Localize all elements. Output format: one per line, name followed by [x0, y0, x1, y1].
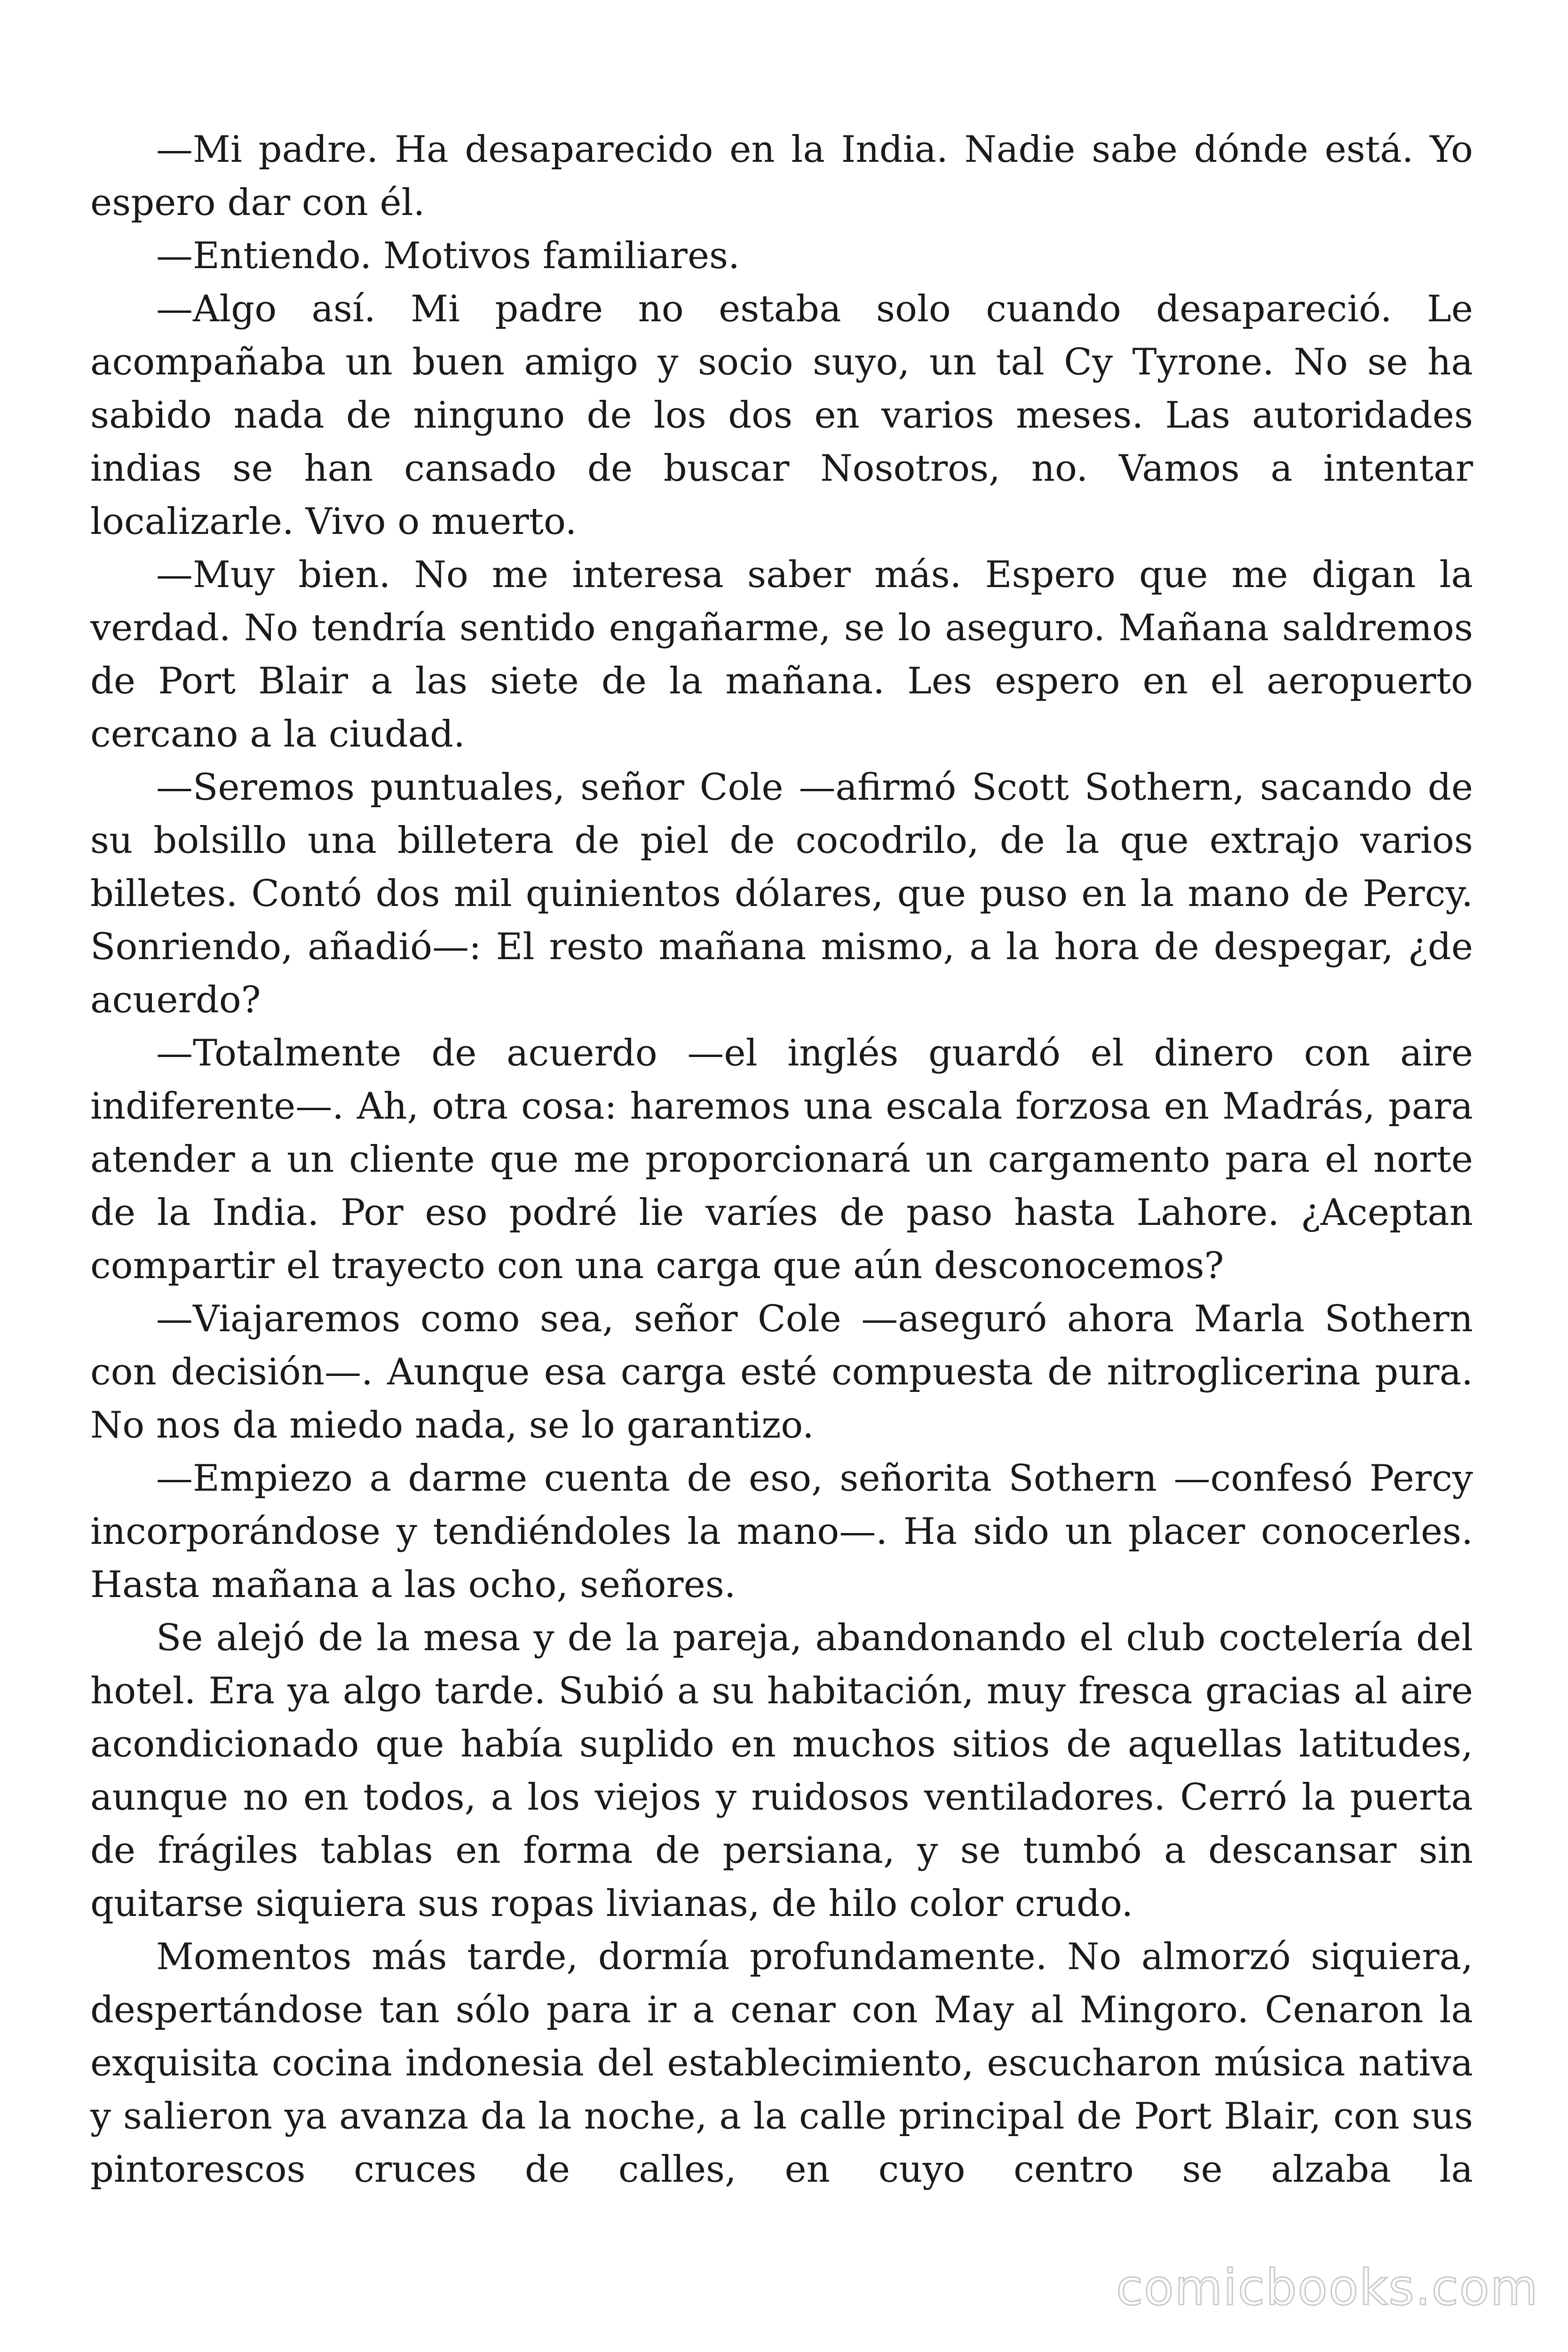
paragraph: —Totalmente de acuerdo —el inglés guardó el dinero con aire indiferente—. Ah, otra cosa: haremos una escala forzosa en Madrás, para atender a un cliente que me proporcionará un cargamento para el norte de la India. Por eso podré lie varíes de paso hasta Lahore. ¿Aceptan compartir el trayecto con una carga que aún desconocemos?	[90, 1032, 1473, 1287]
watermark: comicbooks.com	[1116, 2259, 1539, 2316]
paragraph: —Seremos puntuales, señor Cole —afirmó Scott Sothern, sacando de su bolsillo una billetera de piel de cocodrilo, de la que extrajo varios billetes. Contó dos mil quinientos dólares, que puso en la mano de Percy. Sonriendo, añadió—: El resto mañana mismo, a la hora de despegar, ¿de acuerdo?	[90, 766, 1473, 1021]
paragraph: —Muy bien. No me interesa saber más. Espero que me digan la verdad. No tendría sentido engañarme, se lo aseguro. Mañana saldremos de Port Blair a las siete de la mañana. Les espero en el aeropuerto cercano a la ciudad.	[90, 554, 1473, 755]
paragraph: —Mi padre. Ha desaparecido en la India. Nadie sabe dónde está. Yo espero dar con él.	[90, 128, 1473, 224]
page-body	[90, 123, 1473, 2196]
paragraph: —Viajaremos como sea, señor Cole —aseguró ahora Marla Sothern con decisión—. Aunque esa carga esté compuesta de nitroglicerina pura. No nos da miedo nada, se lo garantizo.	[90, 1298, 1473, 1446]
paragraph: —Algo así. Mi padre no estaba solo cuando desapareció. Le acompañaba un buen amigo y socio suyo, un tal Cy Tyrone. No se ha sabido nada de ninguno de los dos en varios meses. Las autoridades indias se han cansado de buscar Nosotros, no. Vamos a intentar localizarle. Vivo o muerto.	[90, 288, 1473, 543]
paragraph: —Entiendo. Motivos familiares.	[156, 235, 740, 277]
paragraph: Se alejó de la mesa y de la pareja, abandonando el club coctelería del hotel. Era ya algo tarde. Subió a su habitación, muy fresca gracias al aire acondicionado que había suplido en muchos sitios de aquellas latitudes, aunque no en todos, a los viejos y ruidosos ventiladores. Cerró la puerta de frágiles tablas en forma de persiana, y se tumbó a descansar sin quitarse siquiera sus ropas livianas, de hilo color crudo.	[90, 1617, 1473, 1925]
paragraph: —Empiezo a darme cuenta de eso, señorita Sothern —confesó Percy incorporándose y tendiéndoles la mano—. Ha sido un placer conocerles. Hasta mañana a las ocho, señores.	[90, 1457, 1473, 1606]
paragraph-last: Momentos más tarde, dormía profundamente. No almorzó siquiera, despertándose tan sólo para ir a cenar con May al Mingoro. Cenaron la exquisita cocina indonesia del establecimiento, escucharon música nativa y salieron ya avanza da la noche, a la calle principal de Port Blair, con sus pintorescos cruces de calles, en cuyo centro se alzaba la	[90, 1936, 1473, 2191]
